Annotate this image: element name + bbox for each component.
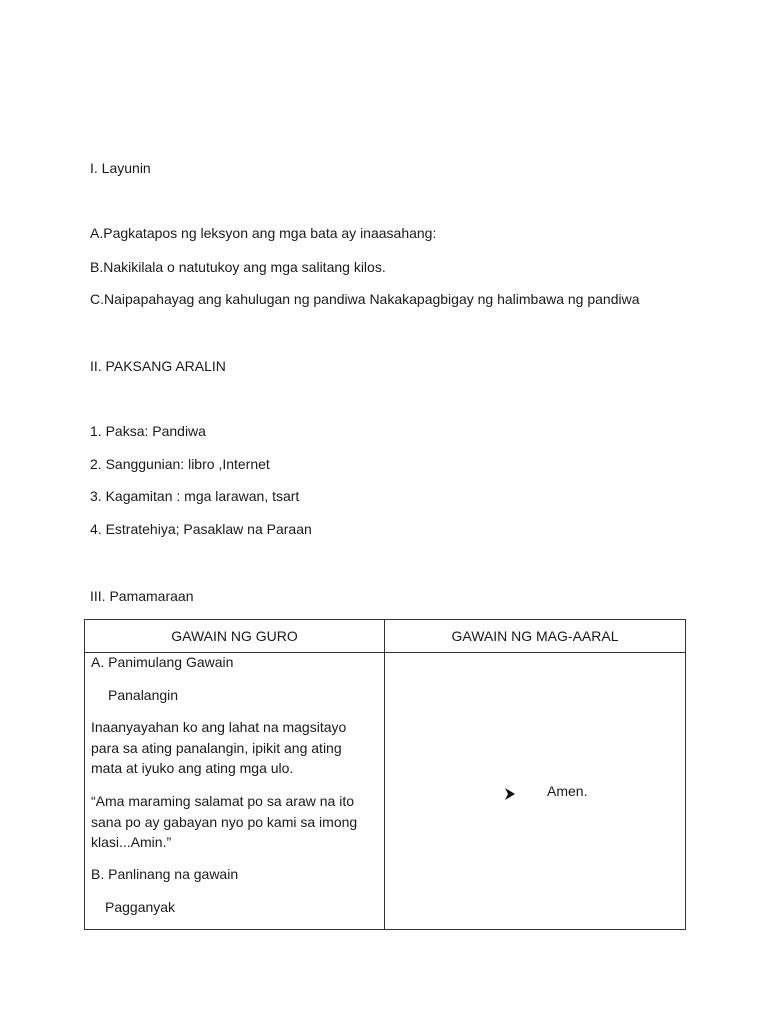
table-header-row xyxy=(85,620,686,653)
topic-item: 3. Kagamitan : mga larawan, tsart xyxy=(90,488,300,504)
pagganyak-label: Pagganyak xyxy=(105,899,176,915)
student-activity-cell xyxy=(385,653,686,930)
topic-item: 2. Sanggunian: libro ,Internet xyxy=(90,456,270,472)
part-a-title: A. Panimulang Gawain xyxy=(91,654,234,670)
student-column-header: GAWAIN NG MAG-AARAL xyxy=(385,620,686,653)
student-response: Amen. xyxy=(547,783,588,799)
section2-heading: II. PAKSANG ARALIN xyxy=(90,358,226,374)
arrow-bullet-icon xyxy=(505,785,515,797)
teacher-activity-cell xyxy=(85,653,385,930)
panalangin-label: Panalangin xyxy=(108,687,179,703)
part-b-title: B. Panlinang na gawain xyxy=(91,866,239,882)
prayer-instruction: Inaanyayahan ko ang lahat na magsitayo para sa ating panalangin, ipikit ang ating mata at iyuko ang ating mga ulo. xyxy=(91,719,347,776)
topic-item: 4. Estratehiya; Pasaklaw na Paraan xyxy=(90,521,312,537)
teacher-column-header: GAWAIN NG GURO xyxy=(85,620,385,653)
table-row xyxy=(85,653,686,930)
objective-item: B.Nakikilala o natutukoy ang mga salitang kilos. xyxy=(90,259,386,275)
objective-intro: A.Pagkatapos ng leksyon ang mga bata ay inaasahang: xyxy=(90,225,437,241)
objective-item: C.Naipapahayag ang kahulugan ng pandiwa Nakakapagbigay ng halimbawa ng pandiwa xyxy=(90,291,640,307)
activity-table xyxy=(84,619,686,930)
section3-heading: III. Pamamaraan xyxy=(90,588,194,604)
prayer-text: “Ama maraming salamat po sa araw na ito sana po ay gabayan nyo po kami sa imong klasi...Amin.” xyxy=(91,793,358,850)
section1-heading: I. Layunin xyxy=(90,160,151,176)
response-bullet xyxy=(505,783,588,799)
topic-item: 1. Paksa: Pandiwa xyxy=(90,423,206,439)
